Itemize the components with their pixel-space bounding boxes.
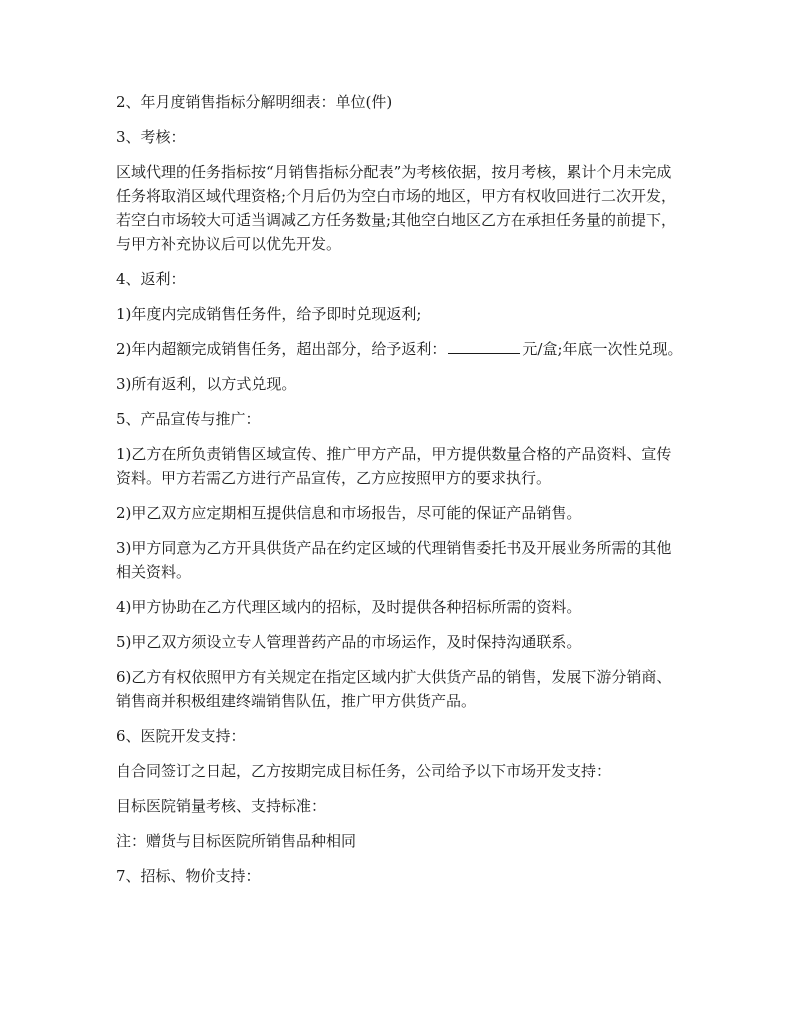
rebate-item-3: 3)所有返利，以方式兑现。: [116, 375, 297, 393]
assessment-paragraph: 区域代理的任务指标按“月销售指标分配表”为考核依据，按月考核，累计个月未完成任务将取消区域代理资格;个月后仍为空白市场的地区，甲方有权收回进行二次开发，若空白市场较大可适当调减乙方任务数量;其他空白地区乙方在承担任务量的前提下，与甲方补充协议后可以优先开发。: [116, 163, 677, 253]
document-page: [116, 90, 686, 899]
rebate-item-2-text-before: 2)年内超额完成销售任务，超出部分，给予返利：: [116, 340, 447, 358]
section-4-heading: 4、返利：: [116, 270, 186, 288]
rebate-item-1: 1)年度内完成销售任务件，给予即时兑现返利;: [116, 305, 422, 323]
section-6-heading: 6、医院开发支持：: [116, 727, 246, 745]
section-5-heading: 5、产品宣传与推广：: [116, 410, 261, 428]
hospital-support-paragraph: 自合同签订之日起，乙方按期完成目标任务，公司给予以下市场开发支持：: [116, 762, 612, 780]
section-7-heading: 7、招标、物价支持：: [116, 867, 261, 885]
rebate-item-2-text-after: 元/盒;年底一次性兑现。: [522, 340, 683, 358]
rebate-item-2: [116, 337, 686, 361]
promotion-item-1: 1)乙方在所负责销售区域宣传、推广甲方产品，甲方提供数量合格的产品资料、宣传资料。甲方若需乙方进行产品宣传，乙方应按照甲方的要求执行。: [116, 445, 672, 487]
promotion-item-4: 4)甲方协助在乙方代理区域内的招标，及时提供各种招标所需的资料。: [116, 598, 582, 616]
note-line: 注：赠货与目标医院所销售品种相同: [116, 832, 357, 850]
promotion-item-2: 2)甲乙双方应定期相互提供信息和市场报告，尽可能的保证产品销售。: [116, 504, 582, 522]
promotion-item-3: 3)甲方同意为乙方开具供货产品在约定区域的代理销售委托书及开展业务所需的其他相关资料。: [116, 539, 672, 581]
section-3-heading: 3、考核：: [116, 128, 186, 146]
promotion-item-5: 5)甲乙双方须设立专人管理普药产品的市场运作，及时保持沟通联系。: [116, 633, 582, 651]
section-2-heading: 2、年月度销售指标分解明细表：单位(件): [116, 93, 393, 111]
rebate-amount-blank: [448, 339, 520, 354]
hospital-standard-line: 目标医院销量考核、支持标准：: [116, 797, 327, 815]
promotion-item-6: 6)乙方有权依照甲方有关规定在指定区域内扩大供货产品的销售，发展下游分销商、销售商并积极组建终端销售队伍，推广甲方供货产品。: [116, 668, 672, 710]
